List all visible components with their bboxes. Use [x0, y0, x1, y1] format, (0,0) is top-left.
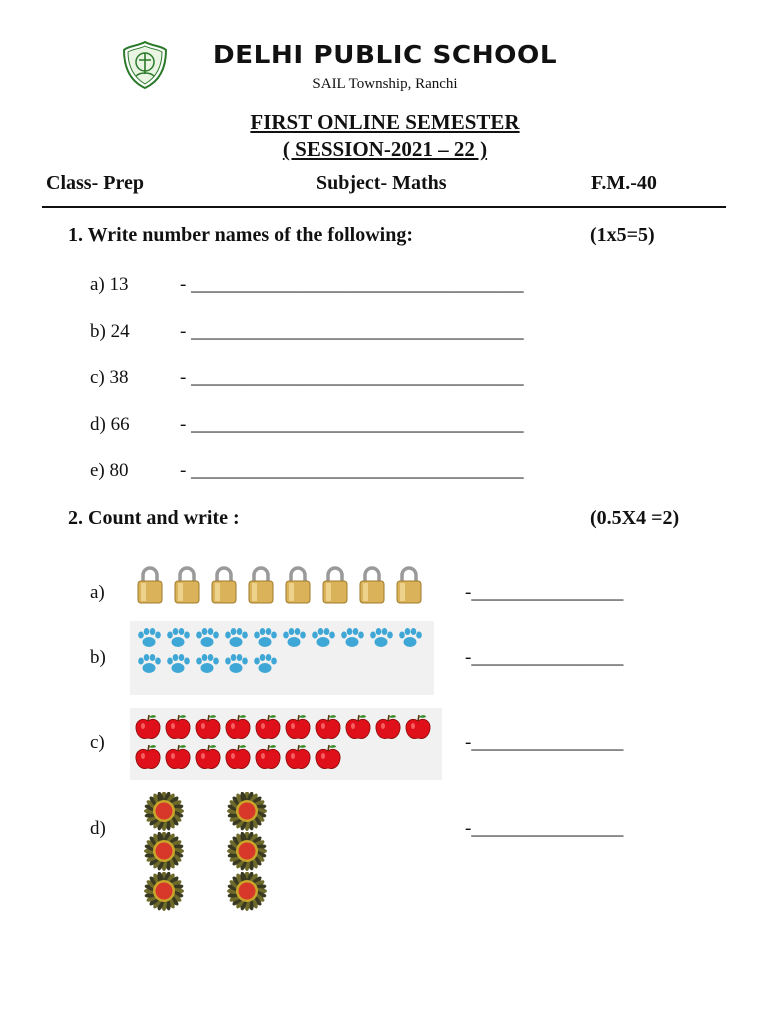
- flower-icon: [215, 832, 279, 872]
- apple-icon: [194, 713, 222, 741]
- flower-icon: [132, 872, 196, 912]
- paw-icon: [397, 627, 425, 651]
- q2-marks: (0.5X4 =2): [590, 507, 680, 529]
- padlock-icon: [245, 564, 279, 606]
- apple-icon: [284, 713, 312, 741]
- paw-icon: [165, 627, 193, 651]
- subject-label: Subject- Maths: [316, 172, 447, 194]
- apple-icon: [374, 713, 402, 741]
- apple-icon: [404, 713, 432, 741]
- q2-item-label: d): [90, 818, 106, 839]
- paw-icon: [281, 627, 309, 651]
- flower-icon: [215, 872, 279, 912]
- q2-item-label: a): [90, 582, 105, 603]
- paw-group: [130, 621, 434, 695]
- paw-icon: [165, 653, 193, 677]
- padlock-icon: [356, 564, 390, 606]
- q1-answer-blank[interactable]: - ___________________________________: [180, 414, 524, 435]
- q1-item-label: b) 24: [90, 321, 130, 342]
- paw-icon: [252, 627, 280, 651]
- paw-icon: [194, 653, 222, 677]
- flower-group: [132, 792, 352, 912]
- paw-icon: [252, 653, 280, 677]
- apple-icon: [254, 713, 282, 741]
- paw-icon: [368, 627, 396, 651]
- q1-item-label: a) 13: [90, 274, 129, 295]
- paw-icon: [339, 627, 367, 651]
- paw-icon: [136, 653, 164, 677]
- apple-icon: [164, 743, 192, 771]
- q1-answer-blank[interactable]: - ___________________________________: [180, 367, 524, 388]
- apple-icon: [134, 743, 162, 771]
- apple-icon: [314, 743, 342, 771]
- flower-icon: [132, 792, 196, 832]
- class-label: Class- Prep: [46, 172, 144, 194]
- apple-icon: [344, 713, 372, 741]
- apple-icon: [134, 713, 162, 741]
- padlock-icon: [208, 564, 242, 606]
- q1-item-label: c) 38: [90, 367, 129, 388]
- apple-icon: [194, 743, 222, 771]
- apple-icon: [164, 713, 192, 741]
- paw-icon: [194, 627, 222, 651]
- q1-answer-blank[interactable]: - ___________________________________: [180, 321, 524, 342]
- q1-marks: (1x5=5): [590, 224, 655, 246]
- apple-icon: [224, 713, 252, 741]
- apple-icon: [314, 713, 342, 741]
- flower-icon: [215, 792, 279, 832]
- apple-icon: [254, 743, 282, 771]
- padlock-icon: [393, 564, 427, 606]
- q1-item-label: e) 80: [90, 460, 129, 481]
- padlock-icon: [134, 564, 168, 606]
- q1-answer-blank[interactable]: - ___________________________________: [180, 460, 524, 481]
- padlock-group: [134, 564, 427, 606]
- q1-item-label: d) 66: [90, 414, 130, 435]
- q2-item-label: b): [90, 647, 106, 668]
- paw-icon: [136, 627, 164, 651]
- q1-title: 1. Write number names of the following:: [68, 224, 413, 246]
- school-name: DELHI PUBLIC SCHOOL: [212, 40, 558, 69]
- paw-icon: [223, 627, 251, 651]
- apple-icon: [224, 743, 252, 771]
- paw-icon: [310, 627, 338, 651]
- q2-title: 2. Count and write :: [68, 507, 240, 529]
- padlock-icon: [319, 564, 353, 606]
- flower-icon: [132, 832, 196, 872]
- full-marks-label: F.M.-40: [591, 172, 657, 194]
- padlock-icon: [171, 564, 205, 606]
- q2-answer-blank[interactable]: -________________: [465, 647, 624, 668]
- school-address: SAIL Township, Ranchi: [312, 76, 458, 92]
- q1-answer-blank[interactable]: - ___________________________________: [180, 274, 524, 295]
- header-divider: [42, 206, 726, 208]
- exam-title: FIRST ONLINE SEMESTER: [250, 110, 520, 134]
- q2-answer-blank[interactable]: -________________: [465, 818, 624, 839]
- q2-answer-blank[interactable]: -________________: [465, 732, 624, 753]
- apple-icon: [284, 743, 312, 771]
- q2-answer-blank[interactable]: -________________: [465, 582, 624, 603]
- apple-group: [130, 708, 442, 780]
- paw-icon: [223, 653, 251, 677]
- session-label: ( SESSION-2021 – 22 ): [282, 137, 488, 161]
- padlock-icon: [282, 564, 316, 606]
- q2-item-label: c): [90, 732, 105, 753]
